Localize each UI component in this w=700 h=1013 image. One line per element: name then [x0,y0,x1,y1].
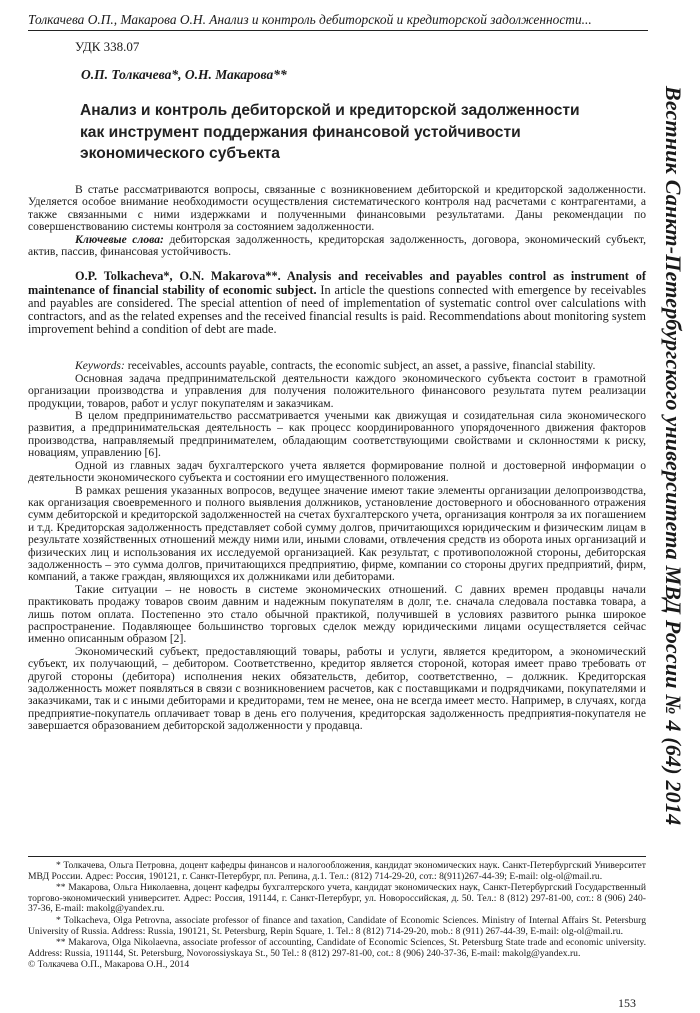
body-paragraph: Основная задача предпринимательской деятельности каждого экономического субъекта состоит в грамотной организации производства и управления для получения положительного финансового результата путем реализации продукции, товаров, работ и услуг покупателям и заказчикам. [28,371,646,410]
copyright-notice: © Толкачева О.П., Макарова О.Н., 2014 [28,959,190,971]
footnote: ** Makarova, Olga Nikolaevna, associate professor of accounting, Candidate of Economic Sciences, St. Petersburg State trade and economic university. Address: Russia, 191144, St. Petersburg, Novorossiyskaya St., 50 Tel.: 8 (812) 297-81-00, cot.: 8 (906) 240-37-36, E-mail: makolg@yandex.ru. [28,937,646,959]
abstract-en-lead: O.P. Tolkacheva*, O.N. Makarova**. Analysis and receivables and payables control as instrument of maintenance of financial stability of economic subject. [28,269,646,297]
keywords-ru-label: Ключевые слова: [75,232,164,246]
body-paragraph: Одной из главных задач бухгалтерского учета является формирование полной и достоверной информации о деятельности экономического субъекта и состоянии его имущественного положения. [28,458,646,485]
footnote: * Толкачева, Ольга Петровна, доцент кафедры финансов и налогообложения, кандидат экономических наук. Санкт-Петербургский Университет МВД России. Адрес: Россия, 190121, г. Санкт-Петербург, пл. Репина, д.1. Тел.: (812) 714-29-20, сот.: 8(911)267-44-39; E-mail: olg-ol@mail.ru. [28,860,646,882]
title-line-1: Анализ и контроль дебиторской и кредиторской задолженности [80,102,580,119]
title-line-2: как инструмент поддержания финансовой устойчивости [80,123,521,141]
keywords-en-text: receivables, accounts payable, contracts, the economic subject, an asset, a passive, financial stability. [124,359,596,373]
keywords-ru-text: дебиторская задолженность, кредиторская задолженность, договора, экономический субъект, актив, пассив, финансовая устойчивость. [28,232,646,259]
udc-code: УДК 338.07 [75,39,140,54]
journal-side-title: Вестник Санкт-Петербургского университета МВД России № 4 (64) 2014 [661,86,686,826]
footnote: * Tolkacheva, Olga Petrovna, associate professor of finance and taxation, Candidate of Economic Sciences. Ministry of Internal Affairs St. Petersburg University of Russia. Address: Russia, 190121, St. Petersburg, Repin Square, 1. Tel.: 8 (812) 714-29-20, mob.: 8 (911) 267-44-39, E-mail: olg-ol@mail.ru. [28,914,646,937]
body-paragraph: В целом предпринимательство рассматривается учеными как движущая и созидательная сила экономического развития, а предпринимательская деятельность – как процесс координированного упорядоченного движения факторов производства, направляемый предпринимателем, обладающим соответствующими свойствами и склонностями к риску, новациям, управлению [6]. [28,409,646,460]
abstract-en [28,270,646,336]
article-body [28,184,646,733]
keywords-en-label: Keywords: [75,359,125,373]
title-line-3: экономического субъекта [80,145,280,162]
abstract-en-text: In article the questions connected with emergence by receivables and payables are considered. The special attention of need of implementation of systematic control over calculations with contractors, and as the related expenses and the received financial results is paid. Recommendations about monitoring system improvement behind a condition of debt are made. [28,282,647,337]
body-paragraph: Такие ситуации – не новость в системе экономических отношений. С давних времен продавцы начали практиковать продажу товаров своим давним и надежным покупателям в долг, т.е. сначала следовала поставка товара, а лишь потом оплата. Постепенно это стало обычной практикой, получившей в условиях развитого рынка широкое распространение. Подавляющее большинство торговых сделок между юридическими лицами осуществляется сейчас именно описанным образом [2]. [28,582,646,646]
keywords-en [28,360,646,372]
footnote: ** Макарова, Ольга Николаевна, доцент кафедры бухгалтерского учета, кандидат экономических наук, Санкт-Петербургский Государственный торгово-экономический университет. Адрес: Россия, 191144, г. Санкт-Петербург, ул. Новороссийская, д. 50. Тел.: 8 (812) 297-81-00, сот.: 8 (906) 240-37-36, E-mail: makolg@yandex.ru. [28,882,646,915]
abstract-ru: В статье рассматриваются вопросы, связанные с возникновением дебиторской и кредиторской задолженности. Уделяется особое внимание необходимости осуществления систематического контроля над расчетами с контрагентами, а также связанными с ними издержками и полученными финансовыми результатами. Даны рекомендации по совершенствованию системы контроля за состоянием задолженности. [28,183,646,234]
body-paragraph: Экономический субъект, предоставляющий товары, работы и услуги, является кредитором, а экономический субъект, их получающий, – дебитором. Соответственно, кредитор является стороной, которая имеет право требовать от другой стороны (дебитора) исполнения неких обязательств, дебитор, соответственно, – должник. Кредиторская задолженность может появляться в связи с возникновением расчетов, как с поставщиками и подрядчиками, покупателями и заказчиками, так и с иными дебиторами и кредиторами, тем не менее, она не всегда имеет место. Например, в случаях, когда предприятие-покупатель оплачивает товар в день его получения, кредиторская задолженность предприятия-покупателя не завершается образованием дебиторской задолженности у продавца. [28,644,646,733]
article-authors: О.П. Толкачева*, О.Н. Макарова** [81,67,287,82]
page-number: 153 [618,996,636,1010]
running-head: Толкачева О.П., Макарова О.Н. Анализ и контроль дебиторской и кредиторской задолженности... [28,12,648,31]
article-title [80,100,640,165]
keywords-ru [28,234,646,259]
footnotes [28,856,646,972]
body-paragraph: В рамках решения указанных вопросов, ведущее значение имеют такие элементы организации делопроизводства, как организация своевременного и полного выявления должников, установление достоверного и обоснованного отражения сумм дебиторской и кредиторской задолженностей на счетах бухгалтерского учета, организация контроля за их погашением и т.д. Кредиторская задолженность представляет собой сумму долгов, причитающихся юридическим и физическим лицам в результате хозяйственных отношений между ними или, иными словами, отвлечения средств из оборота иных организаций и физических лиц и использования их исследуемой организацией. Как результат, с противоположной стороны, дебиторская задолженность – это сумма долгов, причитающихся предприятию, фирме, компании со стороны других предприятий, фирм, компаний, а также граждан, являющихся их должниками или дебиторами. [28,483,646,584]
